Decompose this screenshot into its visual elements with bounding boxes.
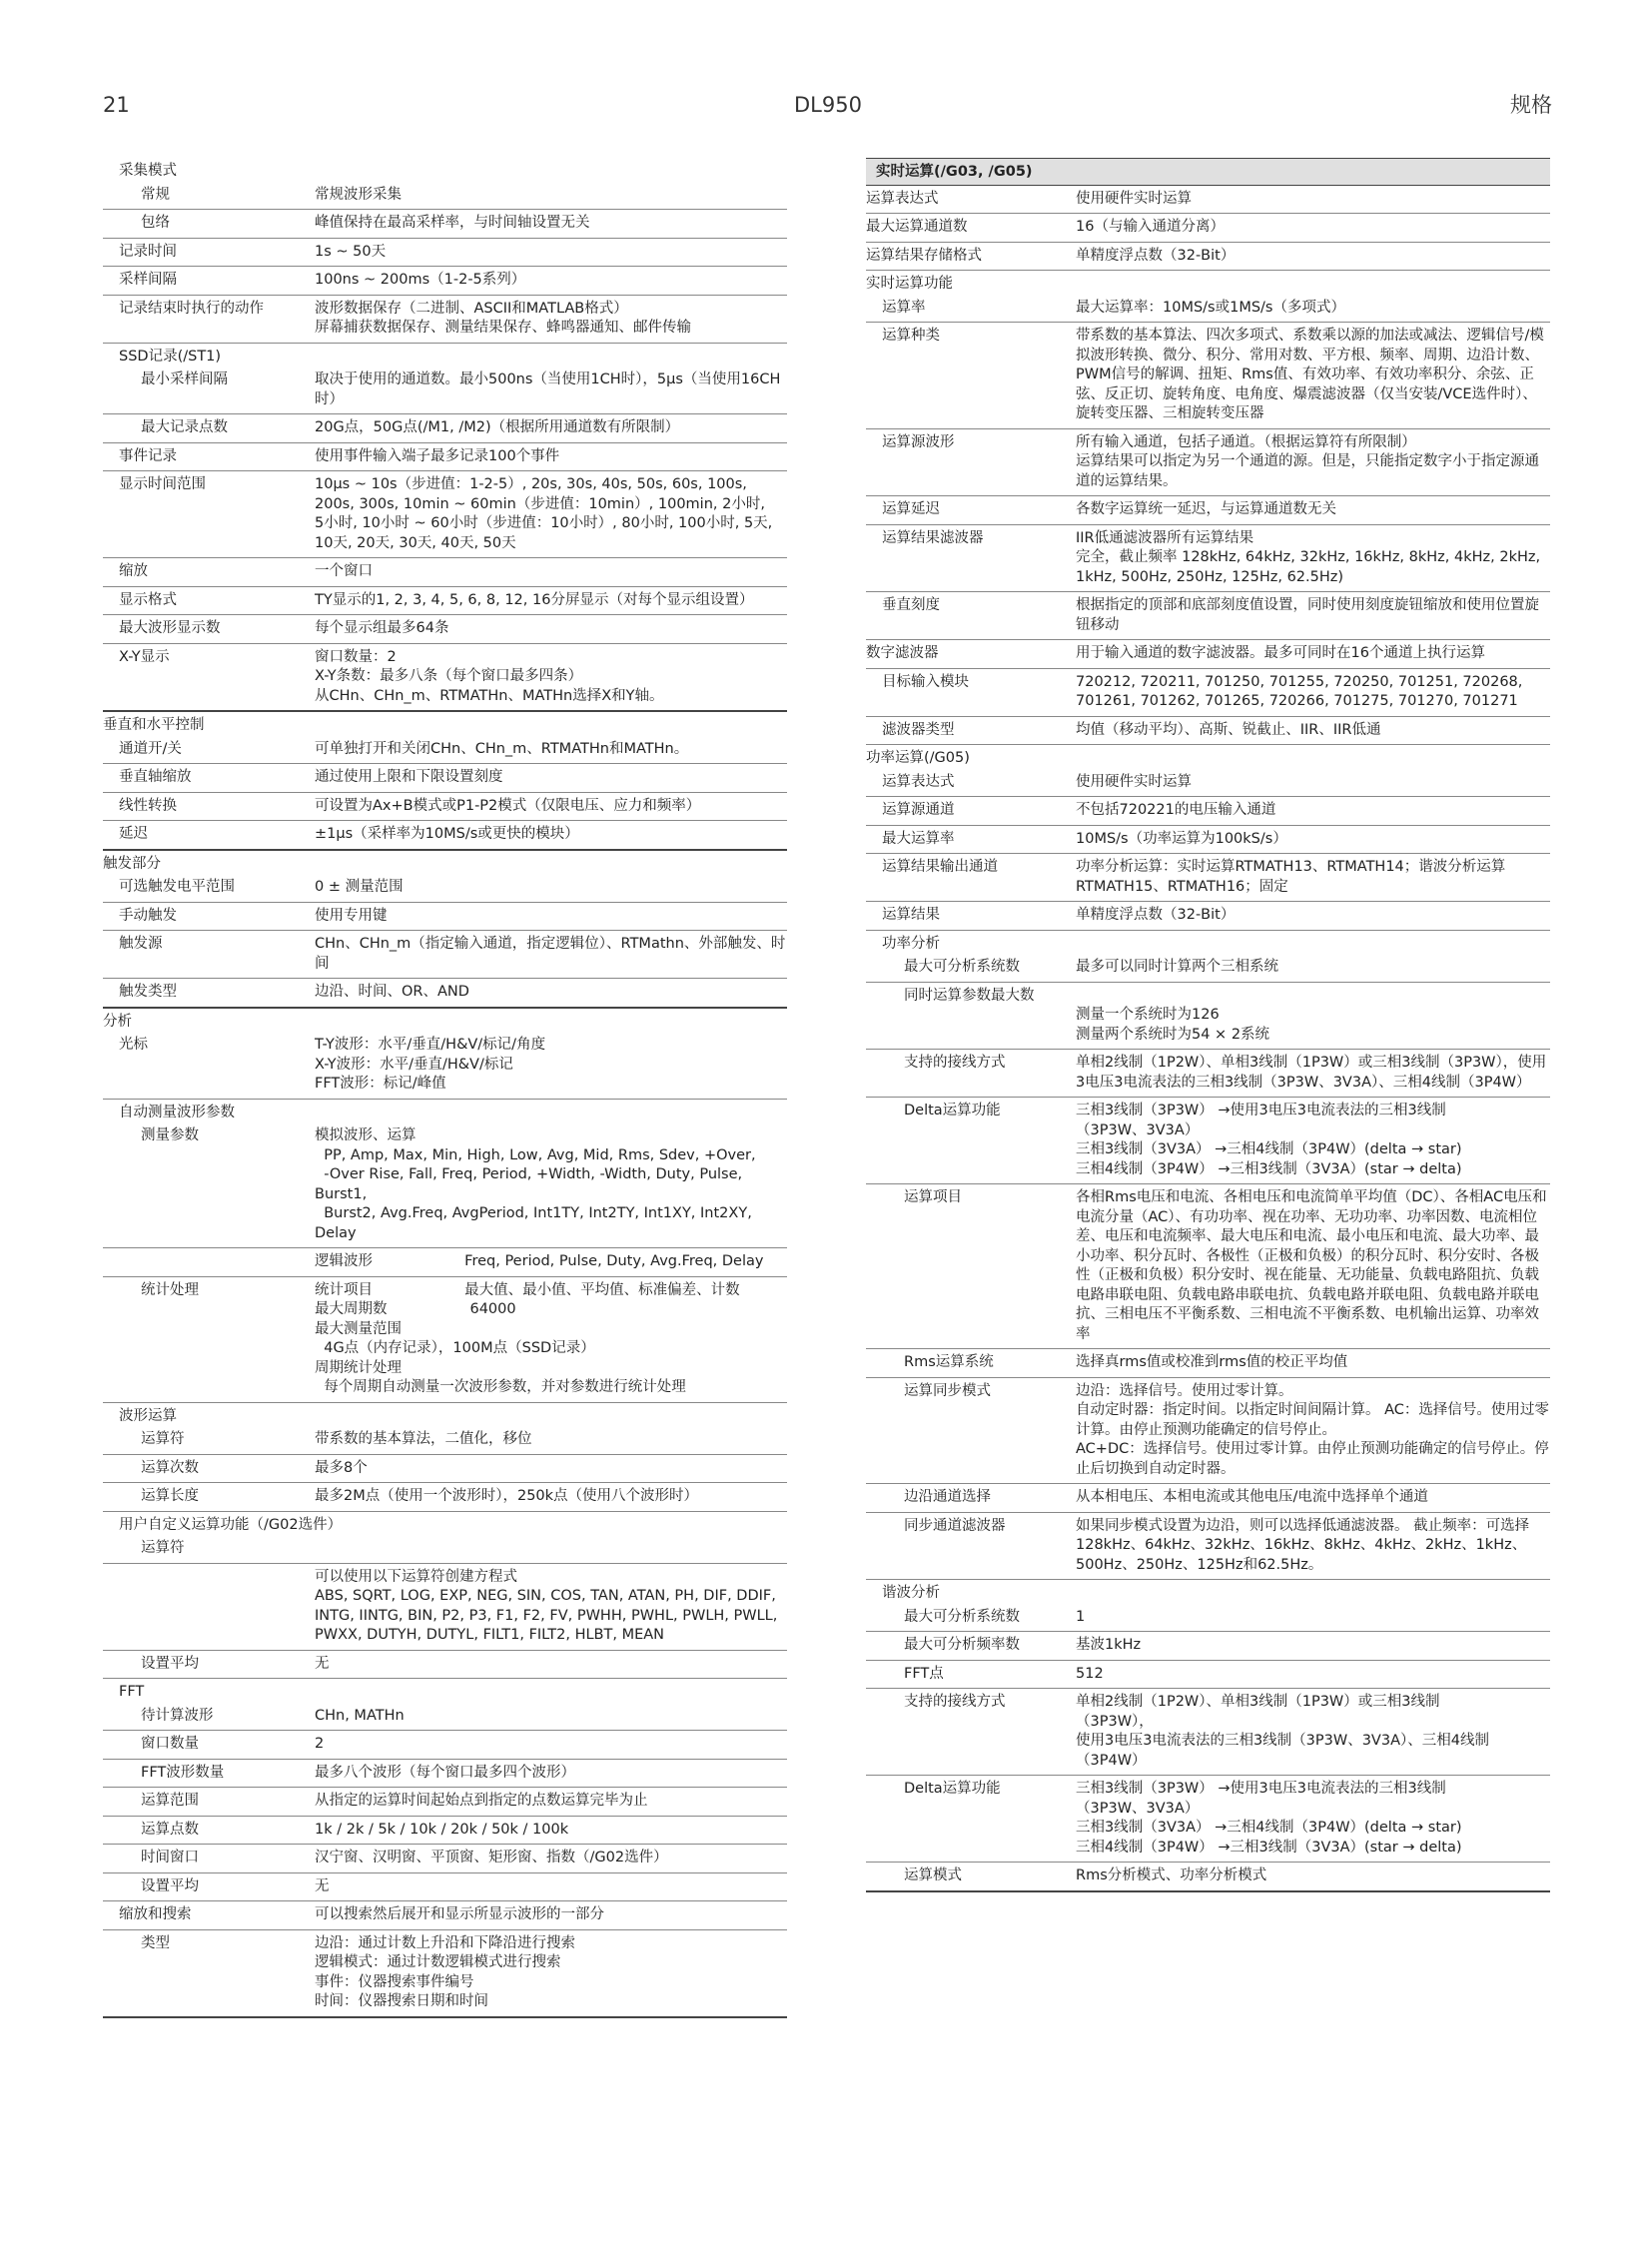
spec-label: 测量参数 <box>141 1127 199 1143</box>
spec-value: 一个窗口 <box>315 563 373 579</box>
spec-value: 用于输入通道的数字滤波器。最多可同时在16个通道上执行运算 <box>1076 645 1485 661</box>
spec-value: 不包括720221的电压输入通道 <box>1076 802 1276 818</box>
spec-value: 常规波形采集 <box>315 186 402 203</box>
spec-row <box>866 1863 1550 1892</box>
spec-row <box>103 1703 787 1732</box>
spec-row <box>866 1604 1550 1633</box>
spec-row <box>103 210 787 239</box>
spec-row <box>866 640 1550 669</box>
section-heading: 功率分析 <box>882 935 940 952</box>
spec-label: 最大记录点数 <box>141 419 228 435</box>
spec-row <box>866 1513 1550 1581</box>
spec-row <box>866 669 1550 717</box>
spec-row <box>866 769 1550 798</box>
spec-label: 触发类型 <box>119 984 177 1000</box>
section-heading: 谐波分析 <box>882 1585 940 1601</box>
spec-label: 事件记录 <box>119 447 177 464</box>
spec-row <box>103 1901 787 1930</box>
section-title: 规格 <box>1510 93 1552 117</box>
model-name: DL950 <box>794 93 862 117</box>
spec-label: 采样间隔 <box>119 272 177 288</box>
spec-label: FFT波形数量 <box>141 1764 225 1781</box>
spec-row <box>103 296 787 344</box>
spec-section <box>866 271 1550 640</box>
spec-value: 从指定的运算时间起始点到指定的点数运算完毕为止 <box>315 1793 648 1809</box>
spec-label: 线性转换 <box>119 797 177 814</box>
section-heading: 实时运算(/G03, /G05) <box>866 158 1550 186</box>
spec-label: 包络 <box>141 215 170 231</box>
spec-label: 时间窗口 <box>141 1850 199 1866</box>
spec-row <box>866 983 1550 1051</box>
spec-row <box>866 1349 1550 1378</box>
spec-value: 通过使用上限和下限设置刻度 <box>315 769 503 785</box>
spec-value: 10μs ~ 10s（步进值：1-2-5）, 20s, 30s, 40s, 50s, 60s, 100s, 200s, 300s, 10min ~ 60min（步进值：10min）, 100min, 2小时, 5小时, 10小时 ~ 60小时（步进值：10小时）, 80小时, 100小时, 5天, 10天, 20天, 30天, 40天, 50天 <box>315 476 773 551</box>
spec-label: 运算符 <box>141 1540 185 1556</box>
spec-row <box>866 826 1550 855</box>
spec-label: Rms运算系统 <box>904 1354 994 1370</box>
section-heading: 分析 <box>103 1013 132 1030</box>
spec-label: 运算项目 <box>904 1189 962 1205</box>
spec-row <box>866 214 1550 243</box>
spec-label: 最大波形显示数 <box>119 620 221 636</box>
spec-section <box>103 712 787 851</box>
spec-label: 运算次数 <box>141 1459 199 1476</box>
spec-row <box>103 414 787 443</box>
spec-value: 可以使用以下运算符创建方程式 ABS, SQRT, LOG, EXP, NEG, SIN, COS, TAN, ATAN, PH, DIF, DDIF, INTG, IINTG, BIN, P2, P3, F1, F2, FV, PWHH, PWHL, PWLH, PWLL, PWXX, DUTYH, DUTYL, FILT1, FILT2, HLBT, MEAN <box>315 1568 778 1643</box>
section-heading: 自动测量波形参数 <box>119 1104 235 1121</box>
left-spec-column <box>103 158 787 2018</box>
spec-section <box>103 239 787 344</box>
spec-row <box>103 1845 787 1873</box>
spec-row <box>103 1564 787 1651</box>
spec-value: 可设置为Ax+B模式或P1-P2模式（仅限电压、应力和频率） <box>315 797 701 814</box>
spec-row <box>103 1426 787 1455</box>
spec-label: 运算符 <box>141 1431 185 1447</box>
spec-label: 支持的接线方式 <box>904 1055 1006 1071</box>
spec-section <box>866 640 1550 745</box>
spec-label: 运算点数 <box>141 1821 199 1838</box>
spec-row <box>866 1776 1550 1863</box>
section-heading: 采集模式 <box>119 163 177 179</box>
spec-section <box>866 158 1550 271</box>
spec-row <box>866 429 1550 497</box>
spec-row <box>103 931 787 979</box>
spec-row <box>103 644 787 713</box>
spec-label: 通道开/关 <box>119 740 182 757</box>
spec-label: 运算表达式 <box>882 773 955 790</box>
spec-value: 三相3线制（3P3W） →使用3电压3电流表法的三相3线制 （3P3W、3V3A） 三相3线制（3V3A） →三相4线制（3P4W）(delta → star) 三相4线制（3P4W） →三相3线制（3V3A）(star → delta) <box>1076 1781 1462 1856</box>
spec-value: 10MS/s（功率运算为100kS/s） <box>1076 830 1287 847</box>
spec-value: 每个显示组最多64条 <box>315 620 449 636</box>
spec-row <box>866 243 1550 272</box>
spec-value: 三相3线制（3P3W） →使用3电压3电流表法的三相3线制 （3P3W、3V3A） 三相3线制（3V3A） →三相4线制（3P4W）(delta → star) 三相4线制（3P4W） →三相3线制（3V3A）(star → delta) <box>1076 1103 1462 1177</box>
spec-value: 1k / 2k / 5k / 10k / 20k / 50k / 100k <box>315 1821 569 1838</box>
spec-row <box>866 1098 1550 1184</box>
spec-label: Delta运算功能 <box>904 1103 1001 1119</box>
spec-label: 垂直刻度 <box>882 597 940 613</box>
spec-row <box>866 954 1550 983</box>
spec-label: 运算范围 <box>141 1793 199 1809</box>
spec-value: 20G点，50G点(/M1, /M2)（根据所用通道数有所限制） <box>315 419 680 435</box>
spec-label: 设置平均 <box>141 1655 199 1672</box>
spec-row <box>866 592 1550 640</box>
spec-label: 显示时间范围 <box>119 476 206 492</box>
spec-value: 根据指定的顶部和底部刻度值设置，同时使用刻度旋钮缩放和使用位置旋钮移动 <box>1076 597 1539 633</box>
spec-label <box>103 1568 315 1646</box>
spec-row <box>103 736 787 765</box>
spec-label: 支持的接线方式 <box>904 1694 1006 1710</box>
spec-row <box>866 496 1550 525</box>
spec-row <box>866 902 1550 931</box>
spec-row <box>103 903 787 932</box>
spec-value: 边沿、时间、OR、AND <box>315 984 469 1000</box>
section-heading: 垂直和水平控制 <box>103 717 205 733</box>
spec-value: 模拟波形、运算 PP, Amp, Max, Min, High, Low, Avg, Mid, Rms, Sdev, +Over, -Over Rise, Fall, Freq, Period, +Width, -Width, Duty, Pulse, Burst1, Burst2, Avg.Freq, AvgPeriod, Int1TY, Int2TY, Int1XY, Int2XY, Delay <box>315 1127 756 1241</box>
spec-value: ±1μs（采样率为10MS/s或更快的模块） <box>315 826 579 842</box>
spec-label: 记录结束时执行的动作 <box>119 300 264 317</box>
spec-row <box>866 1632 1550 1661</box>
spec-section <box>103 344 787 443</box>
spec-row <box>103 1032 787 1100</box>
spec-value: 各数字运算统一延迟，与运算通道数无关 <box>1076 501 1336 517</box>
spec-value: 0 ± 测量范围 <box>315 879 404 895</box>
spec-row <box>103 367 787 414</box>
spec-row <box>103 764 787 793</box>
spec-value: 使用专用键 <box>315 907 388 924</box>
spec-value: 逻辑波形 Freq, Period, Pulse, Duty, Avg.Freq, Delay <box>315 1253 764 1269</box>
spec-value: 边沿：选择信号。使用过零计算。 自动定时器：指定时间。以指定时间间隔计算。 AC：选择信号。使用过零计算。由停止预测功能确定的信号停止。 AC+DC：选择信号。使用过零计算。由停止预测功能确定的信号停止。停止后切换到自动定时器。 <box>1076 1382 1549 1477</box>
spec-row <box>103 267 787 296</box>
spec-row <box>103 558 787 587</box>
spec-label: 统计处理 <box>141 1281 199 1298</box>
right-spec-column <box>866 158 1550 1892</box>
spec-row <box>103 1651 787 1680</box>
spec-value: 使用硬件实时运算 <box>1076 773 1192 790</box>
spec-value: 最多8个 <box>315 1459 368 1476</box>
spec-section <box>866 745 1550 931</box>
spec-label: 同步通道滤波器 <box>904 1517 1006 1534</box>
spec-row <box>866 1689 1550 1776</box>
spec-value: 从本相电压、本相电流或其他电压/电流中选择单个通道 <box>1076 1489 1428 1505</box>
spec-value: 1s ~ 50天 <box>315 243 387 260</box>
spec-row <box>866 1378 1550 1485</box>
spec-row <box>103 615 787 644</box>
spec-value: T-Y波形：水平/垂直/H&V/标记/角度 X-Y波形：水平/垂直/H&V/标记 FFT波形：标记/峰值 <box>315 1037 546 1092</box>
spec-value: 带系数的基本算法、四次多项式、系数乘以源的加法或减法、逻辑信号/模拟波形转换、微分、积分、常用对数、平方根、频率、周期、边沿计数、PWM信号的解调、扭矩、Rms值、有效功率、有效功率积分、余弦、正弦、反正切、旋转角度、电角度、爆震滤波器（仅当安装/VCE选件时）、旋转变压器、三相旋转变压器 <box>1076 328 1544 421</box>
spec-label: 运算结果 <box>882 907 940 923</box>
spec-value: 100ns ~ 200ms（1-2-5系列） <box>315 272 526 288</box>
spec-value: 单相2线制（1P2W）、单相3线制（1P3W）或三相3线制（3P3W），使用3电压3电流表法的三相3线制（3P3W、3V3A）、三相4线制（3P4W） <box>1076 1055 1547 1091</box>
spec-value: 均值（移动平均）、高斯、锐截止、IIR、IIR低通 <box>1076 721 1381 738</box>
spec-row <box>103 471 787 558</box>
spec-value <box>315 1539 787 1559</box>
spec-row <box>866 797 1550 826</box>
spec-row <box>866 1661 1550 1690</box>
spec-row <box>103 1731 787 1760</box>
spec-value: 无 <box>315 1877 330 1894</box>
spec-value: 边沿：通过计数上升沿和下降沿进行搜索 逻辑模式：通过计数逻辑模式进行搜索 事件：仪器搜索事件编号 时间：仪器搜索日期和时间 <box>315 1934 575 2009</box>
spec-value: 无 <box>315 1655 330 1672</box>
spec-row <box>866 1184 1550 1349</box>
page-number: 21 <box>103 93 130 117</box>
section-heading: SSD记录(/ST1) <box>119 348 222 365</box>
spec-value: 1 <box>1076 1608 1086 1625</box>
spec-label: 滤波器类型 <box>882 721 955 738</box>
spec-value: 所有输入通道，包括子通道。（根据运算符有所限制） 运算结果可以指定为另一个通道的源。但是，只能指定数字小于指定源通道的运算结果。 <box>1076 433 1539 489</box>
spec-label: 运算源通道 <box>882 802 955 818</box>
spec-value: 720212, 720211, 701250, 701255, 720250, 701251, 720268, 701261, 701262, 701265, 720266, 701275, 701270, 701271 <box>1076 673 1523 709</box>
spec-value: Rms分析模式、功率分析模式 <box>1076 1868 1267 1883</box>
spec-row <box>866 854 1550 902</box>
spec-row <box>103 443 787 472</box>
spec-value: 峰值保持在最高采样率，与时间轴设置无关 <box>315 215 590 231</box>
section-heading: FFT <box>119 1684 145 1700</box>
spec-label: 设置平均 <box>141 1877 199 1894</box>
spec-row <box>103 793 787 822</box>
spec-value: 窗口数量：2 X-Y条数：最多八条（每个窗口最多四条） 从CHn、CHn_m、RTMATHn、MATHn选择X和Y轴。 <box>315 648 664 704</box>
spec-row <box>866 295 1550 324</box>
section-heading: 波形运算 <box>119 1407 177 1424</box>
section-heading: 触发部分 <box>103 855 161 872</box>
spec-row <box>103 182 787 211</box>
spec-row <box>103 979 787 1009</box>
section-heading: 功率运算(/G05) <box>866 750 970 766</box>
spec-label: 运算同步模式 <box>904 1382 991 1399</box>
spec-value: TY显示的1, 2, 3, 4, 5, 6, 8, 12, 16分屏显示（对每个显示组设置） <box>315 591 754 608</box>
spec-row <box>103 1788 787 1817</box>
spec-label: 运算种类 <box>882 328 940 344</box>
spec-label: 常规 <box>141 186 170 203</box>
spec-label: 运算结果滤波器 <box>882 529 984 546</box>
spec-section <box>103 1679 787 1901</box>
spec-label: 最大可分析频率数 <box>904 1637 1020 1653</box>
spec-value: 单精度浮点数（32-Bit） <box>1076 247 1236 264</box>
spec-section <box>103 1100 787 1403</box>
spec-label: 触发源 <box>119 936 163 952</box>
spec-row <box>103 239 787 268</box>
spec-row <box>103 1122 787 1248</box>
spec-row <box>866 1050 1550 1098</box>
spec-row <box>103 1483 787 1512</box>
section-heading: 实时运算功能 <box>866 276 953 292</box>
spec-value: 16（与输入通道分离） <box>1076 219 1225 235</box>
spec-label: 手动触发 <box>119 907 177 924</box>
spec-label: 延迟 <box>119 826 148 842</box>
spec-value: 可以搜索然后展开和显示所显示波形的一部分 <box>315 1906 604 1922</box>
spec-value: 最多2M点（使用一个波形时），250k点（使用八个波形时） <box>315 1488 699 1504</box>
spec-section <box>103 1403 787 1512</box>
spec-row <box>103 821 787 851</box>
spec-value: 各相Rms电压和电流、各相电压和电流简单平均值（DC）、各相AC电压和电流分量（AC）、有功功率、视在功率、无功功率、功率因数、电流相位差、电压和电流频率、最大电压和电流、最小电压和电流、最大功率、最小功率、积分瓦时、各极性（正极和负极）的积分瓦时、积分安时、各极性（正极和负极）积分安时、视在能量、无功能量、负载电路阻抗、负载电路串联电阻、负载电路串联电抗、负载电路并联电阻、负载电路并联电抗、三相电压不平衡系数、三相电流不平衡系数、电机输出运算、功率效率 <box>1076 1189 1547 1342</box>
spec-row <box>103 1760 787 1789</box>
spec-value: 单精度浮点数（32-Bit） <box>1076 907 1236 923</box>
spec-row <box>103 1248 787 1277</box>
spec-row <box>103 587 787 616</box>
spec-label: 光标 <box>119 1037 148 1053</box>
spec-label: 运算模式 <box>904 1868 962 1883</box>
spec-label: 垂直轴缩放 <box>119 769 192 785</box>
spec-label: 可选触发电平范围 <box>119 879 235 895</box>
spec-label: FFT点 <box>904 1665 944 1682</box>
spec-label: Delta运算功能 <box>904 1781 1001 1797</box>
spec-section <box>103 443 787 713</box>
spec-label: 运算结果存储格式 <box>866 247 982 264</box>
spec-value: 汉宁窗、汉明窗、平顶窗、矩形窗、指数（/G02选件） <box>315 1850 668 1866</box>
spec-row <box>866 323 1550 429</box>
spec-label: 运算源波形 <box>882 433 955 450</box>
spec-row <box>866 186 1550 215</box>
spec-value: CHn, MATHn <box>315 1707 405 1724</box>
spec-value: CHn、CHn_m（指定输入通道，指定逻辑位）、RTMathn、外部触发、时间 <box>315 936 786 972</box>
spec-label: 运算率 <box>882 299 926 316</box>
spec-value: 选择真rms值或校准到rms值的校正平均值 <box>1076 1354 1348 1370</box>
spec-section <box>866 931 1550 1581</box>
spec-value: 波形数据保存（二进制、ASCII和MATLAB格式） 屏幕捕获数据保存、测量结果保存、蜂鸣器通知、邮件传输 <box>315 300 691 336</box>
spec-row <box>866 525 1550 593</box>
spec-value: 最多八个波形（每个窗口最多四个波形） <box>315 1764 575 1781</box>
spec-value: 使用事件输入端子最多记录100个事件 <box>315 447 560 464</box>
spec-label: 类型 <box>141 1934 170 1951</box>
spec-row <box>103 1455 787 1484</box>
spec-value: 可单独打开和关闭CHn、CHn_m、RTMATHn和MATHn。 <box>315 740 689 757</box>
spec-row <box>103 1817 787 1846</box>
spec-value: IIR低通滤波器所有运算结果 完全，截止频率 128kHz, 64kHz, 32kHz, 16kHz, 8kHz, 4kHz, 2kHz, 1kHz, 500Hz, 250Hz, 125Hz, 62.5Hz) <box>1076 529 1541 585</box>
spec-label: 最小采样间隔 <box>141 372 228 387</box>
spec-value: 取决于使用的通道数。最小500ns（当使用1CH时），5μs（当使用16CH时） <box>315 372 781 407</box>
spec-section <box>103 1512 787 1680</box>
spec-row <box>103 1873 787 1902</box>
spec-row <box>866 1484 1550 1513</box>
spec-value: 如果同步模式设置为边沿，则可以选择低通滤波器。 截止频率：可选择128kHz、64kHz、32kHz、16kHz、8kHz、4kHz、2kHz、1kHz、500Hz、250Hz、125Hz和62.5Hz。 <box>1076 1517 1530 1573</box>
spec-section <box>103 851 787 1009</box>
spec-label: 显示格式 <box>119 591 177 608</box>
spec-row <box>866 717 1550 746</box>
spec-row <box>103 1277 787 1403</box>
spec-label: 待计算波形 <box>141 1707 214 1724</box>
spec-section <box>103 1901 787 2018</box>
spec-label: 缩放和搜索 <box>119 1906 192 1922</box>
spec-row <box>103 1930 787 2018</box>
spec-value: 最大运算率：10MS/s或1MS/s（多项式） <box>1076 299 1345 316</box>
spec-row <box>103 1535 787 1564</box>
spec-value: 512 <box>1076 1665 1104 1682</box>
spec-label: 数字滤波器 <box>866 645 939 661</box>
section-heading: 用户自定义运算功能（/G02选件） <box>119 1516 343 1533</box>
spec-value: 带系数的基本算法，二值化，移位 <box>315 1431 532 1447</box>
spec-label: 最大可分析系统数 <box>904 959 1020 975</box>
spec-label: 边沿通道选择 <box>904 1489 991 1505</box>
spec-label: 目标输入模块 <box>882 673 969 690</box>
spec-value: 基波1kHz <box>1076 1637 1142 1653</box>
spec-label: X-Y显示 <box>119 648 170 665</box>
spec-value: 使用硬件实时运算 <box>1076 190 1192 207</box>
spec-label: 运算表达式 <box>866 190 939 207</box>
spec-value: 功率分析运算：实时运算RTMATH13、RTMATH14；谐波分析运算RTMATH15、RTMATH16；固定 <box>1076 859 1506 895</box>
spec-label: 运算长度 <box>141 1488 199 1504</box>
spec-label: 最大运算通道数 <box>866 219 968 235</box>
spec-value: 统计项目 最大值、最小值、平均值、标准偏差、计数 最大周期数 64000 最大测量范围 4G点（内存记录），100M点（SSD记录） 周期统计处理 每个周期自动测量一次波形参数，并对参数进行统计处理 <box>315 1281 740 1395</box>
spec-section <box>103 1009 787 1100</box>
spec-label: 最大运算率 <box>882 830 955 847</box>
spec-label: 记录时间 <box>119 243 177 260</box>
spec-label: 最大可分析系统数 <box>904 1608 1020 1625</box>
spec-row <box>103 874 787 903</box>
spec-value: 单相2线制（1P2W）、单相3线制（1P3W）或三相3线制 （3P3W）， 使用3电压3电流表法的三相3线制（3P3W、3V3A）、三相4线制 （3P4W） <box>1076 1694 1489 1769</box>
spec-label: 运算延迟 <box>882 501 940 517</box>
spec-value: 2 <box>315 1736 325 1752</box>
spec-value: 最多可以同时计算两个三相系统 <box>1076 959 1278 975</box>
spec-label: 运算结果输出通道 <box>882 859 998 875</box>
spec-section <box>866 1580 1550 1892</box>
spec-label: 窗口数量 <box>141 1736 199 1752</box>
spec-value: 测量一个系统时为126 测量两个系统时为54 × 2系统 <box>1076 1007 1270 1043</box>
spec-section <box>103 158 787 239</box>
spec-label: 缩放 <box>119 563 148 579</box>
spec-label <box>103 1252 315 1272</box>
spec-label: 同时运算参数最大数 <box>904 987 1035 1004</box>
